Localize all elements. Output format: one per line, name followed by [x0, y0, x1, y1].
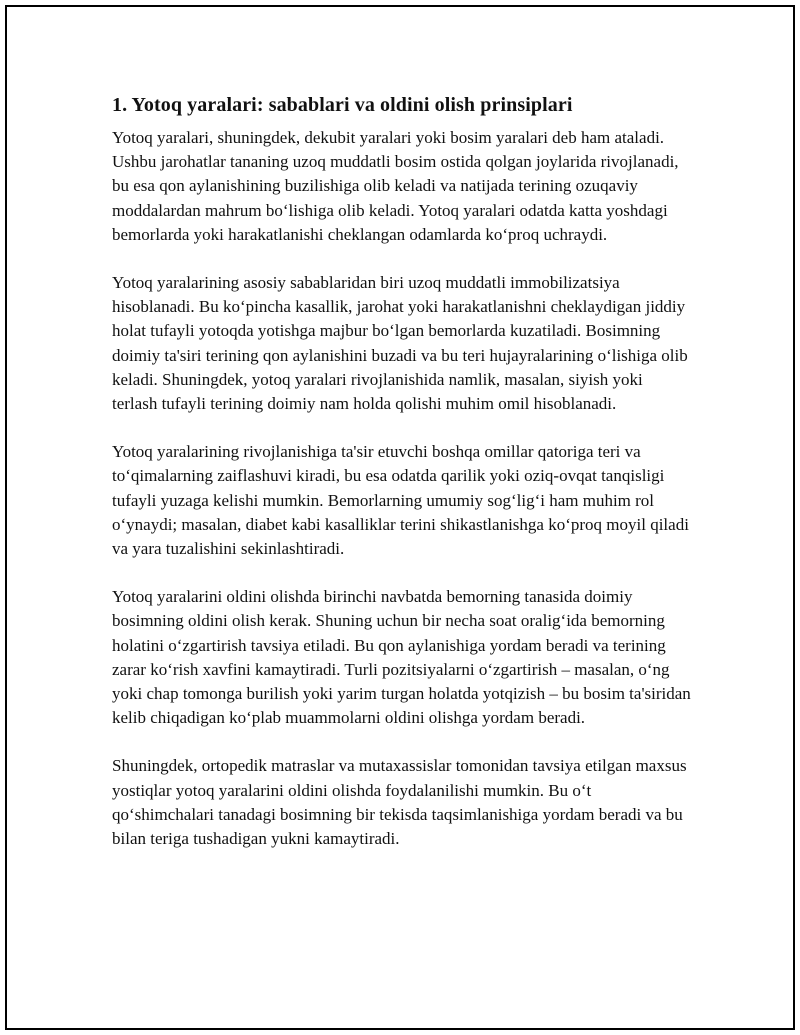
- paragraph-1: Yotoq yaralari, shuningdek, dekubit yaralari yoki bosim yaralari deb ham ataladi. Ushbu jarohatlar tananing uzoq muddatli bosim ostida qolgan joylarida rivojlanadi, bu esa qon aylanishining buzilishiga olib keladi va natijada terining ozuqaviy moddalardan mahrum bo‘lishiga olib keladi. Yotoq yaralari odatda katta yoshdagi bemorlarda yoki harakatlanishi cheklangan odamlarda ko‘proq uchraydi.: [112, 128, 679, 244]
- document-body: [112, 90, 692, 875]
- paragraph-2: Yotoq yaralarining asosiy sabablaridan biri uzoq muddatli immobilizatsiya hisoblanadi. Bu ko‘pincha kasallik, jarohat yoki harakatlanishni cheklaydigan jiddiy holat tufayli yotoqda yotishga majbur bo‘lgan bemorlarda kuzatiladi. Bosimning doimiy ta'siri terining qon aylanishini buzadi va bu teri hujayralarining o‘lishiga olib keladi. Shuningdek, yotoq yaralari rivojlanishida namlik, masalan, siyish yoki terlash tufayli terining doimiy nam holda qolishi muhim omil hisoblanadi.: [112, 273, 688, 414]
- document-title: 1. Yotoq yaralari: sabablari va oldini olish prinsiplari: [112, 94, 573, 116]
- paragraph-4: Yotoq yaralarini oldini olishda birinchi navbatda bemorning tanasida doimiy bosimning oldini olish kerak. Shuning uchun bir necha soat oralig‘ida bemorning holatini o‘zgartirish tavsiya etiladi. Bu qon aylanishiga yordam beradi va terining zarar ko‘rish xavfini kamaytiradi. Turli pozitsiyalarni o‘zgartirish – masalan, o‘ng yoki chap tomonga burilish yoki yarim turgan holatda yotqizish – bu bosim ta'siridan kelib chiqadigan ko‘plab muammolarni oldini olishga yordam beradi.: [112, 587, 691, 728]
- paragraph-5: Shuningdek, ortopedik matraslar va mutaxassislar tomonidan tavsiya etilgan maxsus yostiqlar yotoq yaralarini oldini olishda foydalanilishi mumkin. Bu o‘t qo‘shimchalari tanadagi bosimning bir tekisda taqsimlanishiga yordam beradi va bu bilan teriga tushadigan yukni kamaytiradi.: [112, 756, 687, 849]
- paragraph-3: Yotoq yaralarining rivojlanishiga ta'sir etuvchi boshqa omillar qatoriga teri va to‘qimalarning zaiflashuvi kiradi, bu esa odatda qarilik yoki oziq-ovqat tanqisligi tufayli yuzaga kelishi mumkin. Bemorlarning umumiy sog‘lig‘i ham muhim rol o‘ynaydi; masalan, diabet kabi kasalliklar terini shikastlanishga ko‘proq moyil qiladi va yara tuzalishini sekinlashtiradi.: [112, 442, 689, 559]
